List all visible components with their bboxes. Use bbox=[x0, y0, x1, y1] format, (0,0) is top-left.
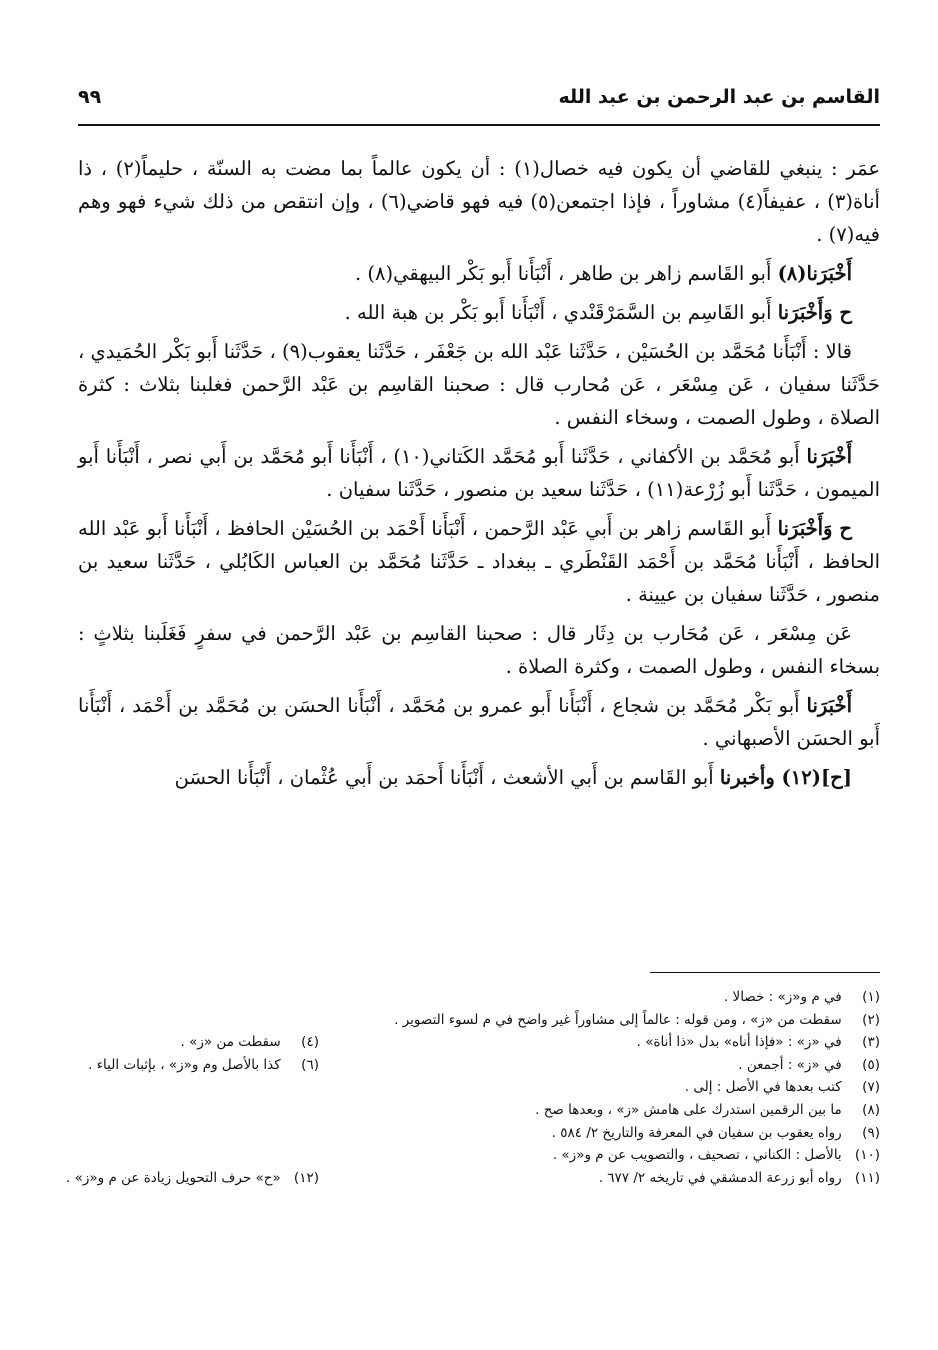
footnote-text: بالأصل : الكناني ، تصحيف ، والتصويب عن م و«ز» . bbox=[552, 1147, 842, 1164]
running-header bbox=[78, 82, 880, 122]
footnote-number: (١٢) bbox=[293, 1169, 319, 1186]
paragraph bbox=[78, 689, 880, 755]
paragraph-lead: أَخْبَرَنا bbox=[806, 445, 852, 468]
footnote-number: (٥) bbox=[862, 1056, 880, 1073]
paragraph-text: أَبو بَكْر مُحَمَّد بن شجاع ، أَنْبَأَنا أَبو عمرو بن مُحَمَّد ، أَنْبَأَنا الحسَن بن مُحَمَّد بن أَحْمَد ، أَنْبَأَنا أَبو الحسَن الأصبهاني . bbox=[78, 694, 880, 750]
footnote-text: رواه أبو زرعة الدمشقي في تاريخه ٢/ ٦٧٧ . bbox=[598, 1169, 842, 1186]
footnote-text: «ح» حرف التحويل زيادة عن م و«ز» . bbox=[66, 1169, 281, 1186]
paragraph-lead: ح وَأَخْبَرَنا bbox=[777, 517, 853, 540]
footnotes bbox=[66, 986, 880, 1189]
paragraph bbox=[78, 440, 880, 506]
footnote-rule bbox=[650, 972, 880, 973]
paragraph bbox=[78, 296, 880, 329]
footnote bbox=[78, 1076, 880, 1099]
running-title: القاسم بن عبد الرحمن بن عبد الله bbox=[558, 86, 880, 108]
footnote-pair bbox=[78, 1031, 880, 1054]
footnote-number: (٧) bbox=[862, 1079, 880, 1096]
footnote-number: (١١) bbox=[854, 1169, 880, 1186]
paragraph-text: قالا : أَنْبَأَنا مُحَمَّد بن الحُسَيْن ، حَدَّثَنا عَبْد الله بن جَعْفَر ، حَدَّثَنا يعقوب(٩) ، حَدَّثَنا أَبو بَكْر الحُمَيدي ، حَدَّثَنا سفيان ، عَن مِسْعَر ، عَن مُحارب قال : صحبنا القاسِم بن عَبْد الرَّحمن فغلبنا بثلاث : كثرة الصلاة ، وطول الصمت ، وسخاء النفس . bbox=[78, 340, 880, 429]
footnote bbox=[78, 1144, 880, 1167]
paragraph bbox=[78, 335, 880, 434]
footnote-pair bbox=[78, 1054, 880, 1077]
footnote-pair bbox=[66, 1167, 880, 1190]
paragraph-text: عَن مِسْعَر ، عَن مُحَارب بن دِثَار قال : صحبنا القاسِم بن عَبْد الرَّحمن في سفرٍ فَغَلَبنا بثلاثٍ : بسخاء النفس ، وطول الصمت ، وكثرة الصلاة . bbox=[78, 622, 880, 678]
paragraph-text: أَبو مُحَمَّد بن الأكفاني ، حَدَّثَنا أَبو مُحَمَّد الكَتاني(١٠) ، أَنْبَأَنا أَبو مُحَمَّد بن أَبي نصر ، أَنْبَأَنا أَبو الميمون ، حَدَّثَنا أَبو زُرْعة(١١) ، حَدَّثَنا سعيد بن منصور ، حَدَّثَنا سفيان . bbox=[78, 445, 880, 501]
paragraph bbox=[78, 617, 880, 683]
footnote-number: (١٠) bbox=[854, 1147, 880, 1164]
footnote-second bbox=[78, 1031, 479, 1054]
paragraph bbox=[78, 152, 880, 251]
footnote-number: (٢) bbox=[862, 1011, 880, 1028]
footnote-text: سقطت من «ز» ، ومن قوله : عالماً إلى مشاوراً غير واضح في م لسوء التصوير . bbox=[394, 1011, 842, 1028]
footnote bbox=[78, 1122, 880, 1145]
paragraph-lead: أَخْبَرَنا bbox=[806, 694, 852, 717]
footnote-text: ما بين الرقمين استدرك على هامش «ز» ، وبعدها صح . bbox=[535, 1101, 842, 1118]
footnote-number: (١) bbox=[862, 989, 880, 1005]
footnote-text: في «ز» : «فإذا أناه» بدل «ذا أناة» . bbox=[636, 1034, 842, 1051]
footnote-text: سقطت من «ز» . bbox=[180, 1034, 281, 1051]
paragraph-lead: ح وَأَخْبَرَنا bbox=[777, 301, 852, 324]
paragraph bbox=[78, 512, 880, 611]
page-number: ٩٩ bbox=[78, 86, 102, 108]
footnote-number: (٩) bbox=[862, 1124, 880, 1141]
paragraph-text: عمَر : ينبغي للقاضي أن يكون فيه خصال(١) : أن يكون عالماً بما مضت به السنّة ، حليماً(٢) ، ذا أناة(٣) ، عفيفاً(٤) مشاوراً ، فإذا اجتمعن(٥) فيه فهو قاضي(٦) ، وإن انتقص من ذلك شيء فهو وهم فيه(٧) . bbox=[78, 157, 880, 246]
footnote-number: (٦) bbox=[301, 1056, 319, 1073]
footnote-number: (٣) bbox=[862, 1034, 880, 1051]
footnote-text: في م و«ز» : خصالا . bbox=[723, 989, 842, 1005]
footnote-number: (٨) bbox=[862, 1101, 880, 1118]
footnote-number: (٤) bbox=[301, 1034, 319, 1051]
footnote-second bbox=[66, 1167, 479, 1190]
paragraph-lead: أَخْبَرَنا(٨) bbox=[777, 262, 852, 285]
footnote-text: رواه يعقوب بن سفيان في المعرفة والتاريخ ٢/ ٥٨٤ . bbox=[551, 1124, 842, 1141]
paragraph-lead: [ح](١٢) وأخبرنا bbox=[719, 766, 852, 789]
paragraph bbox=[78, 761, 880, 794]
footnote-second bbox=[78, 1054, 479, 1077]
footnote-text: في «ز» : أجمعن . bbox=[738, 1056, 842, 1073]
paragraph-text: أَبو القَاسم زاهر بن أَبي عَبْد الرَّحمن ، أَنْبَأَنا أَحْمَد بن الحُسَيْن الحافظ ، أَنْبَأَنا أَبو عَبْد الله الحافظ ، أَنْبَأَنا مُحَمَّد بن أَحْمَد القَنْطَري ـ ببغداد ـ حَدَّثَنا مُحَمَّد بن العباس الكَابُلي ، حَدَّثَنا سعيد بن منصور ، حَدَّثَنا سفيان بن عيينة . bbox=[78, 517, 880, 606]
paragraph-text: أَبو القَاسِم بن السَّمَرْقَنْدي ، أَنْبَأَنا أَبو بَكْر بن هبة الله . bbox=[344, 301, 778, 324]
footnote-text: كذا بالأصل وم و«ز» ، بإثبات الياء . bbox=[88, 1056, 281, 1073]
footnote-text: كتب بعدها في الأصل : إلى . bbox=[684, 1079, 842, 1096]
paragraph-text: أَبو القَاسم زاهر بن طاهر ، أَنْبَأَنا أَبو بَكْر البيهقي(٨) . bbox=[354, 262, 778, 285]
paragraph bbox=[78, 257, 880, 290]
footnote bbox=[78, 1099, 880, 1122]
header-rule bbox=[78, 124, 880, 126]
footnote bbox=[78, 986, 880, 1009]
footnote bbox=[78, 1009, 880, 1032]
paragraph-text: أَبو القَاسم بن أَبي الأشعث ، أَنْبَأَنا أَحمَد بن أَبي عُثْمان ، أَنْبَأَنا الحسَن bbox=[174, 766, 720, 789]
main-text bbox=[78, 152, 880, 800]
